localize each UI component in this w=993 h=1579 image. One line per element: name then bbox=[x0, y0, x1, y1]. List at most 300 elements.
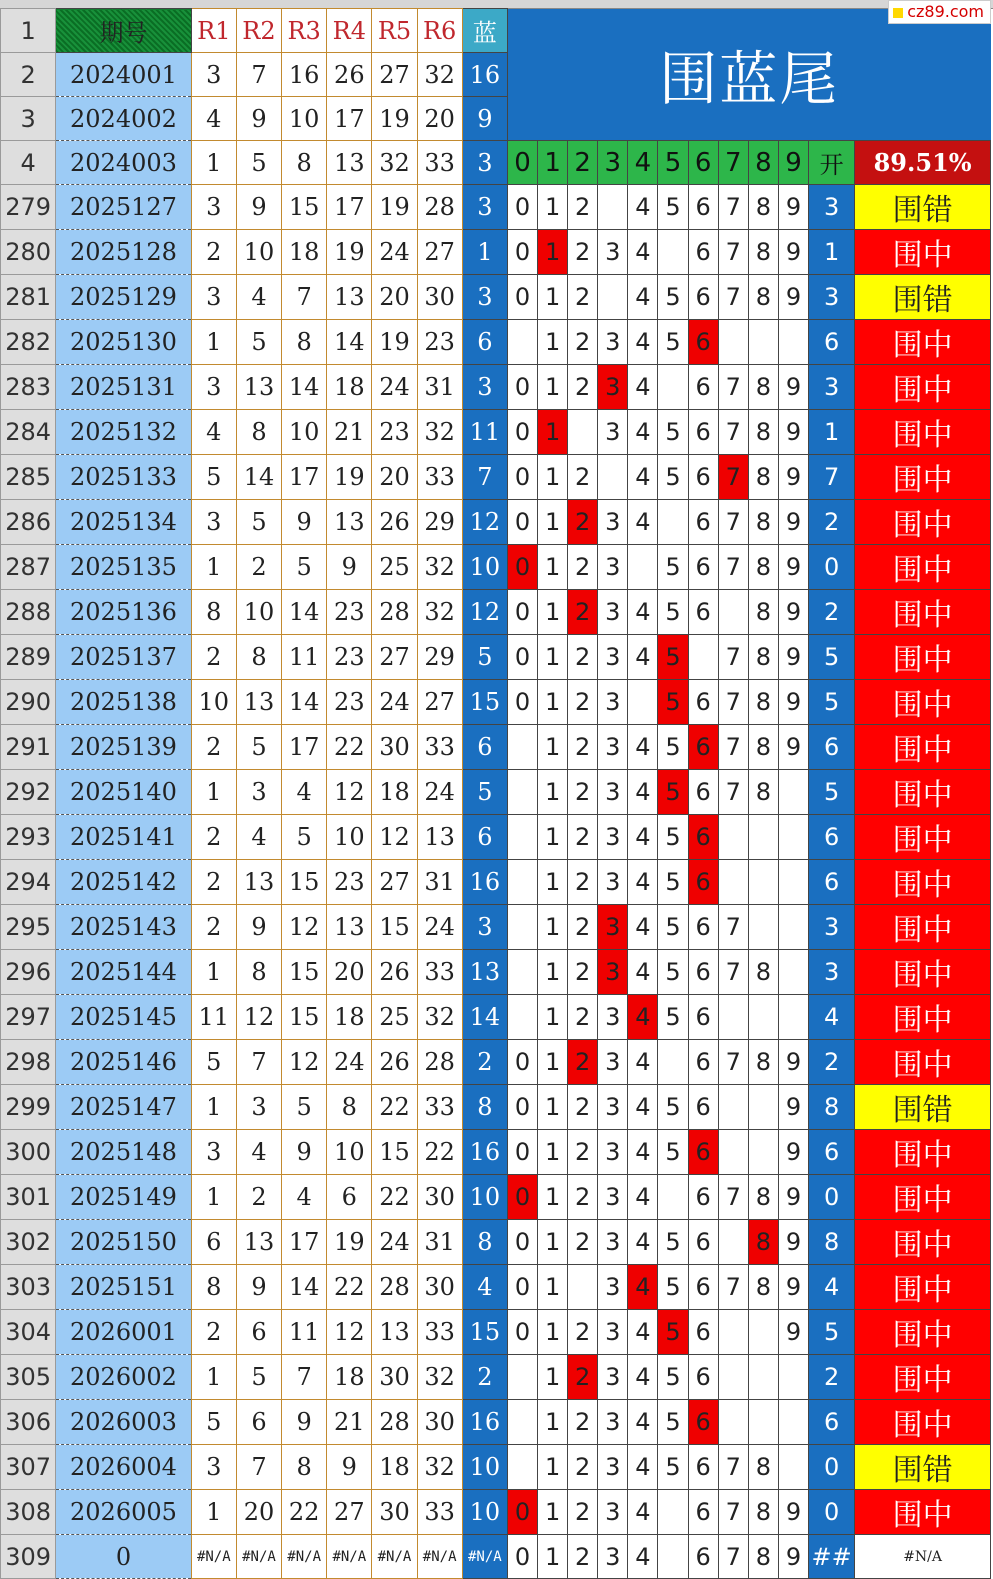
tail-cell[interactable]: 4 bbox=[628, 1175, 658, 1220]
result-cell[interactable]: 围中 bbox=[855, 815, 991, 860]
tail-hit-cell[interactable]: 0 bbox=[507, 1490, 537, 1535]
tail-hit-cell[interactable]: 1 bbox=[538, 410, 568, 455]
tail-cell[interactable]: 2 bbox=[568, 950, 598, 995]
open-tail-cell[interactable]: 2 bbox=[809, 590, 855, 635]
blue-ball-cell[interactable]: 4 bbox=[462, 1265, 507, 1310]
period-cell[interactable]: 2024003 bbox=[56, 141, 192, 185]
red-ball-cell[interactable]: 2 bbox=[191, 860, 236, 905]
tail-hit-cell[interactable]: 0 bbox=[507, 545, 537, 590]
row-number[interactable]: 306 bbox=[1, 1400, 56, 1445]
period-cell[interactable]: 2025147 bbox=[56, 1085, 192, 1130]
result-cell[interactable]: #N/A bbox=[855, 1535, 991, 1579]
tail-cell[interactable]: 8 bbox=[748, 1175, 778, 1220]
red-ball-cell[interactable]: 9 bbox=[282, 1400, 327, 1445]
red-ball-cell[interactable]: 8 bbox=[282, 141, 327, 185]
tail-cell[interactable] bbox=[778, 860, 808, 905]
tail-cell[interactable]: 3 bbox=[598, 995, 628, 1040]
red-ball-cell[interactable]: 29 bbox=[417, 635, 462, 680]
red-ball-cell[interactable]: #N/A bbox=[236, 1535, 281, 1579]
tail-cell[interactable]: 5 bbox=[658, 860, 688, 905]
red-ball-cell[interactable]: 2 bbox=[191, 725, 236, 770]
red-ball-cell[interactable]: 12 bbox=[327, 1310, 372, 1355]
red-ball-cell[interactable]: 20 bbox=[417, 97, 462, 141]
period-cell[interactable]: 2025143 bbox=[56, 905, 192, 950]
blue-ball-cell[interactable]: 2 bbox=[462, 1040, 507, 1085]
red-ball-cell[interactable]: 33 bbox=[417, 1310, 462, 1355]
period-cell[interactable]: 2025128 bbox=[56, 230, 192, 275]
red-ball-cell[interactable]: 9 bbox=[236, 905, 281, 950]
tail-cell[interactable]: 4 bbox=[628, 500, 658, 545]
tail-cell[interactable] bbox=[658, 500, 688, 545]
tail-cell[interactable]: 5 bbox=[658, 590, 688, 635]
period-cell[interactable]: 2025145 bbox=[56, 995, 192, 1040]
tail-cell[interactable]: 2 bbox=[568, 815, 598, 860]
red-ball-cell[interactable]: #N/A bbox=[372, 1535, 417, 1579]
tail-cell[interactable]: 7 bbox=[718, 410, 748, 455]
tail-cell[interactable]: 8 bbox=[748, 1445, 778, 1490]
tail-cell[interactable]: 9 bbox=[778, 230, 808, 275]
open-tail-cell[interactable]: 7 bbox=[809, 455, 855, 500]
tail-cell[interactable]: 0 bbox=[507, 1265, 537, 1310]
open-tail-cell[interactable]: 3 bbox=[809, 275, 855, 320]
open-tail-cell[interactable]: 6 bbox=[809, 1400, 855, 1445]
tail-cell[interactable]: 0 bbox=[507, 1130, 537, 1175]
tail-cell[interactable]: 9 bbox=[778, 1265, 808, 1310]
red-ball-cell[interactable]: 33 bbox=[417, 1085, 462, 1130]
result-cell[interactable]: 围错 bbox=[855, 275, 991, 320]
tail-cell[interactable]: 4 bbox=[628, 1535, 658, 1579]
period-cell[interactable]: 2026002 bbox=[56, 1355, 192, 1400]
tail-header-0[interactable]: 0 bbox=[507, 141, 537, 185]
red-ball-cell[interactable]: 18 bbox=[327, 995, 372, 1040]
tail-cell[interactable]: 3 bbox=[598, 1265, 628, 1310]
tail-header-6[interactable]: 6 bbox=[688, 141, 718, 185]
open-tail-cell[interactable]: 0 bbox=[809, 545, 855, 590]
open-tail-cell[interactable]: 5 bbox=[809, 635, 855, 680]
row-number[interactable]: 284 bbox=[1, 410, 56, 455]
red-ball-cell[interactable]: 1 bbox=[191, 1490, 236, 1535]
red-ball-cell[interactable]: 33 bbox=[417, 1490, 462, 1535]
tail-cell[interactable] bbox=[778, 815, 808, 860]
red-ball-cell[interactable]: 33 bbox=[417, 725, 462, 770]
red-ball-cell[interactable]: 8 bbox=[236, 635, 281, 680]
red-ball-cell[interactable]: 30 bbox=[417, 1265, 462, 1310]
red-ball-cell[interactable]: 26 bbox=[372, 950, 417, 995]
tail-cell[interactable] bbox=[748, 860, 778, 905]
tail-cell[interactable]: 7 bbox=[718, 680, 748, 725]
row-number[interactable]: 302 bbox=[1, 1220, 56, 1265]
open-tail-cell[interactable]: 8 bbox=[809, 1085, 855, 1130]
result-cell[interactable]: 围中 bbox=[855, 545, 991, 590]
red-ball-cell[interactable]: 2 bbox=[191, 815, 236, 860]
period-cell[interactable]: 0 bbox=[56, 1535, 192, 1579]
open-tail-cell[interactable]: 3 bbox=[809, 185, 855, 230]
tail-cell[interactable]: 4 bbox=[628, 1040, 658, 1085]
period-cell[interactable]: 2025142 bbox=[56, 860, 192, 905]
tail-cell[interactable]: 6 bbox=[688, 995, 718, 1040]
blue-ball-cell[interactable]: 3 bbox=[462, 141, 507, 185]
result-cell[interactable]: 围中 bbox=[855, 1220, 991, 1265]
tail-cell[interactable] bbox=[507, 815, 537, 860]
blue-ball-cell[interactable]: 10 bbox=[462, 1445, 507, 1490]
row-number[interactable]: 292 bbox=[1, 770, 56, 815]
red-ball-cell[interactable]: 3 bbox=[191, 53, 236, 97]
tail-cell[interactable]: 4 bbox=[628, 1445, 658, 1490]
red-ball-cell[interactable]: 10 bbox=[327, 815, 372, 860]
red-ball-cell[interactable]: 22 bbox=[372, 1085, 417, 1130]
result-cell[interactable]: 围中 bbox=[855, 860, 991, 905]
red-ball-cell[interactable]: 1 bbox=[191, 950, 236, 995]
tail-cell[interactable] bbox=[748, 995, 778, 1040]
red-ball-cell[interactable]: 1 bbox=[191, 1085, 236, 1130]
tail-cell[interactable]: 8 bbox=[748, 185, 778, 230]
red-ball-cell[interactable]: 9 bbox=[236, 185, 281, 230]
tail-cell[interactable]: 2 bbox=[568, 275, 598, 320]
tail-cell[interactable] bbox=[748, 1355, 778, 1400]
red-ball-cell[interactable]: 13 bbox=[236, 680, 281, 725]
tail-cell[interactable]: 3 bbox=[598, 725, 628, 770]
tail-cell[interactable]: 2 bbox=[568, 680, 598, 725]
tail-cell[interactable]: 3 bbox=[598, 500, 628, 545]
period-cell[interactable]: 2025130 bbox=[56, 320, 192, 365]
open-tail-cell[interactable]: 1 bbox=[809, 410, 855, 455]
tail-cell[interactable]: 5 bbox=[658, 275, 688, 320]
tail-cell[interactable]: 4 bbox=[628, 365, 658, 410]
tail-hit-cell[interactable]: 0 bbox=[507, 1175, 537, 1220]
red-ball-cell[interactable]: 32 bbox=[417, 1445, 462, 1490]
open-tail-cell[interactable]: 2 bbox=[809, 500, 855, 545]
tail-cell[interactable]: 8 bbox=[748, 1265, 778, 1310]
tail-cell[interactable]: 0 bbox=[507, 455, 537, 500]
tail-cell[interactable] bbox=[507, 1445, 537, 1490]
tail-cell[interactable]: 5 bbox=[658, 1400, 688, 1445]
red-ball-cell[interactable]: 4 bbox=[236, 1130, 281, 1175]
tail-cell[interactable]: 1 bbox=[538, 1175, 568, 1220]
tail-cell[interactable]: 2 bbox=[568, 635, 598, 680]
tail-cell[interactable]: 4 bbox=[628, 455, 658, 500]
red-ball-cell[interactable]: 17 bbox=[282, 1220, 327, 1265]
tail-cell[interactable]: 1 bbox=[538, 1445, 568, 1490]
tail-hit-cell[interactable]: 2 bbox=[568, 1040, 598, 1085]
tail-cell[interactable]: 6 bbox=[688, 185, 718, 230]
tail-cell[interactable]: 8 bbox=[748, 275, 778, 320]
red-ball-cell[interactable]: 33 bbox=[417, 455, 462, 500]
red-ball-cell[interactable]: 23 bbox=[327, 590, 372, 635]
tail-cell[interactable] bbox=[748, 320, 778, 365]
tail-cell[interactable]: 0 bbox=[507, 230, 537, 275]
tail-cell[interactable] bbox=[507, 905, 537, 950]
red-ball-cell[interactable]: 27 bbox=[372, 635, 417, 680]
tail-cell[interactable] bbox=[598, 185, 628, 230]
red-ball-cell[interactable]: 22 bbox=[282, 1490, 327, 1535]
red-ball-cell[interactable]: 1 bbox=[191, 1355, 236, 1400]
red-ball-cell[interactable]: 5 bbox=[236, 1355, 281, 1400]
open-tail-cell[interactable]: 4 bbox=[809, 1265, 855, 1310]
red-ball-cell[interactable]: 4 bbox=[191, 410, 236, 455]
red-ball-cell[interactable]: 18 bbox=[327, 365, 372, 410]
red-ball-cell[interactable]: 29 bbox=[417, 500, 462, 545]
red-header-3[interactable]: R3 bbox=[282, 9, 327, 53]
result-cell[interactable]: 围中 bbox=[855, 590, 991, 635]
row-number[interactable]: 286 bbox=[1, 500, 56, 545]
tail-cell[interactable] bbox=[598, 275, 628, 320]
result-cell[interactable]: 围中 bbox=[855, 1490, 991, 1535]
red-header-6[interactable]: R6 bbox=[417, 9, 462, 53]
red-ball-cell[interactable]: 12 bbox=[372, 815, 417, 860]
red-ball-cell[interactable]: 19 bbox=[327, 1220, 372, 1265]
open-tail-cell[interactable]: 2 bbox=[809, 1040, 855, 1085]
red-ball-cell[interactable]: 6 bbox=[191, 1220, 236, 1265]
tail-cell[interactable]: 3 bbox=[598, 1310, 628, 1355]
red-ball-cell[interactable]: 5 bbox=[282, 815, 327, 860]
tail-cell[interactable]: 6 bbox=[688, 950, 718, 995]
red-ball-cell[interactable]: 9 bbox=[236, 97, 281, 141]
tail-cell[interactable]: 8 bbox=[748, 635, 778, 680]
tail-cell[interactable] bbox=[568, 1265, 598, 1310]
red-ball-cell[interactable]: 9 bbox=[236, 1265, 281, 1310]
period-cell[interactable]: 2025134 bbox=[56, 500, 192, 545]
result-cell[interactable]: 围中 bbox=[855, 500, 991, 545]
red-ball-cell[interactable]: 15 bbox=[282, 950, 327, 995]
tail-cell[interactable]: 4 bbox=[628, 1310, 658, 1355]
tail-cell[interactable]: 5 bbox=[658, 410, 688, 455]
tail-cell[interactable] bbox=[507, 725, 537, 770]
red-ball-cell[interactable]: 3 bbox=[191, 1130, 236, 1175]
red-ball-cell[interactable]: 15 bbox=[372, 905, 417, 950]
red-ball-cell[interactable]: 18 bbox=[372, 1445, 417, 1490]
tail-cell[interactable]: 4 bbox=[628, 860, 658, 905]
row-number[interactable]: 294 bbox=[1, 860, 56, 905]
red-ball-cell[interactable]: 10 bbox=[236, 230, 281, 275]
tail-cell[interactable]: 3 bbox=[598, 410, 628, 455]
tail-cell[interactable]: 9 bbox=[778, 545, 808, 590]
tail-cell[interactable]: 4 bbox=[628, 1220, 658, 1265]
red-ball-cell[interactable]: 13 bbox=[236, 365, 281, 410]
tail-cell[interactable]: 1 bbox=[538, 1265, 568, 1310]
tail-cell[interactable]: 8 bbox=[748, 680, 778, 725]
row-number[interactable]: 1 bbox=[1, 9, 56, 53]
tail-header-9[interactable]: 9 bbox=[778, 141, 808, 185]
red-ball-cell[interactable]: 8 bbox=[282, 320, 327, 365]
tail-cell[interactable]: 2 bbox=[568, 320, 598, 365]
tail-cell[interactable]: 3 bbox=[598, 1040, 628, 1085]
red-ball-cell[interactable]: 25 bbox=[372, 545, 417, 590]
tail-cell[interactable]: 2 bbox=[568, 905, 598, 950]
tail-cell[interactable]: 5 bbox=[658, 1220, 688, 1265]
tail-cell[interactable]: 3 bbox=[598, 320, 628, 365]
row-number[interactable]: 287 bbox=[1, 545, 56, 590]
tail-hit-cell[interactable]: 6 bbox=[688, 1130, 718, 1175]
tail-cell[interactable]: 8 bbox=[748, 545, 778, 590]
tail-cell[interactable]: 5 bbox=[658, 455, 688, 500]
open-tail-cell[interactable]: 3 bbox=[809, 905, 855, 950]
row-number[interactable]: 307 bbox=[1, 1445, 56, 1490]
red-ball-cell[interactable]: 8 bbox=[191, 590, 236, 635]
tail-cell[interactable] bbox=[718, 995, 748, 1040]
blue-ball-cell[interactable]: #N/A bbox=[462, 1535, 507, 1579]
row-number[interactable]: 2 bbox=[1, 53, 56, 97]
open-tail-cell[interactable]: 6 bbox=[809, 320, 855, 365]
tail-cell[interactable]: 5 bbox=[658, 1355, 688, 1400]
red-ball-cell[interactable]: 30 bbox=[417, 275, 462, 320]
tail-cell[interactable] bbox=[658, 1175, 688, 1220]
result-cell[interactable]: 围中 bbox=[855, 1265, 991, 1310]
tail-cell[interactable] bbox=[718, 1220, 748, 1265]
tail-cell[interactable]: 1 bbox=[538, 275, 568, 320]
red-ball-cell[interactable]: 17 bbox=[327, 185, 372, 230]
tail-cell[interactable]: 2 bbox=[568, 1220, 598, 1265]
row-number[interactable]: 280 bbox=[1, 230, 56, 275]
open-tail-cell[interactable]: 6 bbox=[809, 1130, 855, 1175]
red-ball-cell[interactable]: 3 bbox=[236, 770, 281, 815]
tail-cell[interactable]: 5 bbox=[658, 815, 688, 860]
tail-hit-cell[interactable]: 3 bbox=[598, 905, 628, 950]
tail-cell[interactable]: 9 bbox=[778, 635, 808, 680]
tail-cell[interactable]: 2 bbox=[568, 545, 598, 590]
tail-hit-cell[interactable]: 3 bbox=[598, 365, 628, 410]
red-ball-cell[interactable]: 24 bbox=[372, 230, 417, 275]
red-ball-cell[interactable]: 10 bbox=[236, 590, 281, 635]
red-ball-cell[interactable]: 12 bbox=[236, 995, 281, 1040]
row-number[interactable]: 295 bbox=[1, 905, 56, 950]
tail-cell[interactable]: 6 bbox=[688, 230, 718, 275]
red-ball-cell[interactable]: 5 bbox=[191, 455, 236, 500]
tail-cell[interactable]: 7 bbox=[718, 185, 748, 230]
result-cell[interactable]: 围中 bbox=[855, 365, 991, 410]
row-number[interactable]: 308 bbox=[1, 1490, 56, 1535]
tail-cell[interactable] bbox=[507, 860, 537, 905]
tail-hit-cell[interactable]: 5 bbox=[658, 680, 688, 725]
open-tail-cell[interactable]: 2 bbox=[809, 1355, 855, 1400]
tail-cell[interactable]: 7 bbox=[718, 275, 748, 320]
tail-cell[interactable]: 0 bbox=[507, 185, 537, 230]
tail-cell[interactable]: 5 bbox=[658, 905, 688, 950]
blue-ball-cell[interactable]: 10 bbox=[462, 1175, 507, 1220]
tail-cell[interactable]: 1 bbox=[538, 860, 568, 905]
tail-cell[interactable]: 7 bbox=[718, 905, 748, 950]
red-ball-cell[interactable]: 5 bbox=[191, 1400, 236, 1445]
tail-cell[interactable]: 7 bbox=[718, 230, 748, 275]
open-tail-cell[interactable]: ## bbox=[809, 1535, 855, 1579]
red-ball-cell[interactable]: 13 bbox=[327, 500, 372, 545]
red-ball-cell[interactable]: 3 bbox=[236, 1085, 281, 1130]
red-ball-cell[interactable]: 23 bbox=[417, 320, 462, 365]
red-ball-cell[interactable]: 1 bbox=[191, 770, 236, 815]
tail-cell[interactable]: 3 bbox=[598, 770, 628, 815]
red-ball-cell[interactable]: 14 bbox=[282, 590, 327, 635]
red-ball-cell[interactable]: 26 bbox=[327, 53, 372, 97]
blue-ball-cell[interactable]: 7 bbox=[462, 455, 507, 500]
tail-cell[interactable]: 2 bbox=[568, 995, 598, 1040]
red-ball-cell[interactable]: 2 bbox=[191, 905, 236, 950]
tail-cell[interactable]: 1 bbox=[538, 1310, 568, 1355]
result-cell[interactable]: 围中 bbox=[855, 455, 991, 500]
row-number[interactable]: 281 bbox=[1, 275, 56, 320]
period-cell[interactable]: 2025151 bbox=[56, 1265, 192, 1310]
blue-ball-cell[interactable]: 3 bbox=[462, 275, 507, 320]
tail-hit-cell[interactable]: 6 bbox=[688, 320, 718, 365]
row-number[interactable]: 289 bbox=[1, 635, 56, 680]
tail-cell[interactable]: 1 bbox=[538, 185, 568, 230]
tail-cell[interactable] bbox=[778, 1445, 808, 1490]
red-header-1[interactable]: R1 bbox=[191, 9, 236, 53]
tail-cell[interactable] bbox=[748, 1400, 778, 1445]
blue-ball-cell[interactable]: 3 bbox=[462, 365, 507, 410]
row-number[interactable]: 303 bbox=[1, 1265, 56, 1310]
red-ball-cell[interactable]: 7 bbox=[236, 1040, 281, 1085]
tail-cell[interactable] bbox=[748, 1310, 778, 1355]
row-number[interactable]: 279 bbox=[1, 185, 56, 230]
tail-cell[interactable]: 6 bbox=[688, 1490, 718, 1535]
open-tail-cell[interactable]: 6 bbox=[809, 815, 855, 860]
red-ball-cell[interactable]: 32 bbox=[417, 1355, 462, 1400]
tail-hit-cell[interactable]: 1 bbox=[538, 230, 568, 275]
tail-cell[interactable]: 9 bbox=[778, 1310, 808, 1355]
blue-ball-cell[interactable]: 5 bbox=[462, 635, 507, 680]
red-ball-cell[interactable]: 13 bbox=[417, 815, 462, 860]
tail-cell[interactable]: 2 bbox=[568, 1445, 598, 1490]
tail-cell[interactable]: 2 bbox=[568, 1175, 598, 1220]
tail-cell[interactable]: 1 bbox=[538, 950, 568, 995]
blue-ball-cell[interactable]: 9 bbox=[462, 97, 507, 141]
result-cell[interactable]: 围中 bbox=[855, 635, 991, 680]
result-cell[interactable]: 围错 bbox=[855, 1445, 991, 1490]
tail-cell[interactable]: 6 bbox=[688, 770, 718, 815]
tail-cell[interactable]: 8 bbox=[748, 230, 778, 275]
tail-cell[interactable]: 1 bbox=[538, 815, 568, 860]
result-cell[interactable]: 围中 bbox=[855, 725, 991, 770]
red-ball-cell[interactable]: 22 bbox=[372, 1175, 417, 1220]
row-number[interactable]: 296 bbox=[1, 950, 56, 995]
tail-cell[interactable]: 4 bbox=[628, 905, 658, 950]
tail-cell[interactable]: 7 bbox=[718, 545, 748, 590]
red-ball-cell[interactable]: 3 bbox=[191, 500, 236, 545]
tail-cell[interactable]: 2 bbox=[568, 365, 598, 410]
tail-cell[interactable] bbox=[658, 230, 688, 275]
red-ball-cell[interactable]: 14 bbox=[236, 455, 281, 500]
red-ball-cell[interactable]: 11 bbox=[282, 635, 327, 680]
red-ball-cell[interactable]: 7 bbox=[282, 275, 327, 320]
red-ball-cell[interactable]: 23 bbox=[327, 635, 372, 680]
red-ball-cell[interactable]: 23 bbox=[372, 410, 417, 455]
tail-cell[interactable] bbox=[778, 905, 808, 950]
tail-cell[interactable] bbox=[507, 320, 537, 365]
red-ball-cell[interactable]: 32 bbox=[417, 53, 462, 97]
red-ball-cell[interactable]: 9 bbox=[282, 500, 327, 545]
tail-cell[interactable] bbox=[718, 1130, 748, 1175]
tail-cell[interactable]: 2 bbox=[568, 185, 598, 230]
tail-cell[interactable]: 4 bbox=[628, 1355, 658, 1400]
tail-cell[interactable]: 7 bbox=[718, 365, 748, 410]
tail-cell[interactable]: 5 bbox=[658, 545, 688, 590]
red-ball-cell[interactable]: 32 bbox=[417, 590, 462, 635]
red-ball-cell[interactable]: 18 bbox=[327, 1355, 372, 1400]
red-ball-cell[interactable]: 13 bbox=[327, 141, 372, 185]
red-ball-cell[interactable]: 23 bbox=[327, 680, 372, 725]
open-tail-cell[interactable]: 4 bbox=[809, 995, 855, 1040]
tail-cell[interactable]: 2 bbox=[568, 860, 598, 905]
blue-ball-cell[interactable]: 3 bbox=[462, 185, 507, 230]
tail-cell[interactable]: 5 bbox=[658, 1445, 688, 1490]
tail-cell[interactable]: 4 bbox=[628, 950, 658, 995]
tail-cell[interactable]: 9 bbox=[778, 1175, 808, 1220]
red-ball-cell[interactable]: 24 bbox=[417, 905, 462, 950]
tail-cell[interactable]: 3 bbox=[598, 230, 628, 275]
blue-ball-cell[interactable]: 16 bbox=[462, 1400, 507, 1445]
blue-ball-cell[interactable]: 11 bbox=[462, 410, 507, 455]
red-ball-cell[interactable]: 24 bbox=[372, 680, 417, 725]
red-ball-cell[interactable]: 15 bbox=[282, 860, 327, 905]
